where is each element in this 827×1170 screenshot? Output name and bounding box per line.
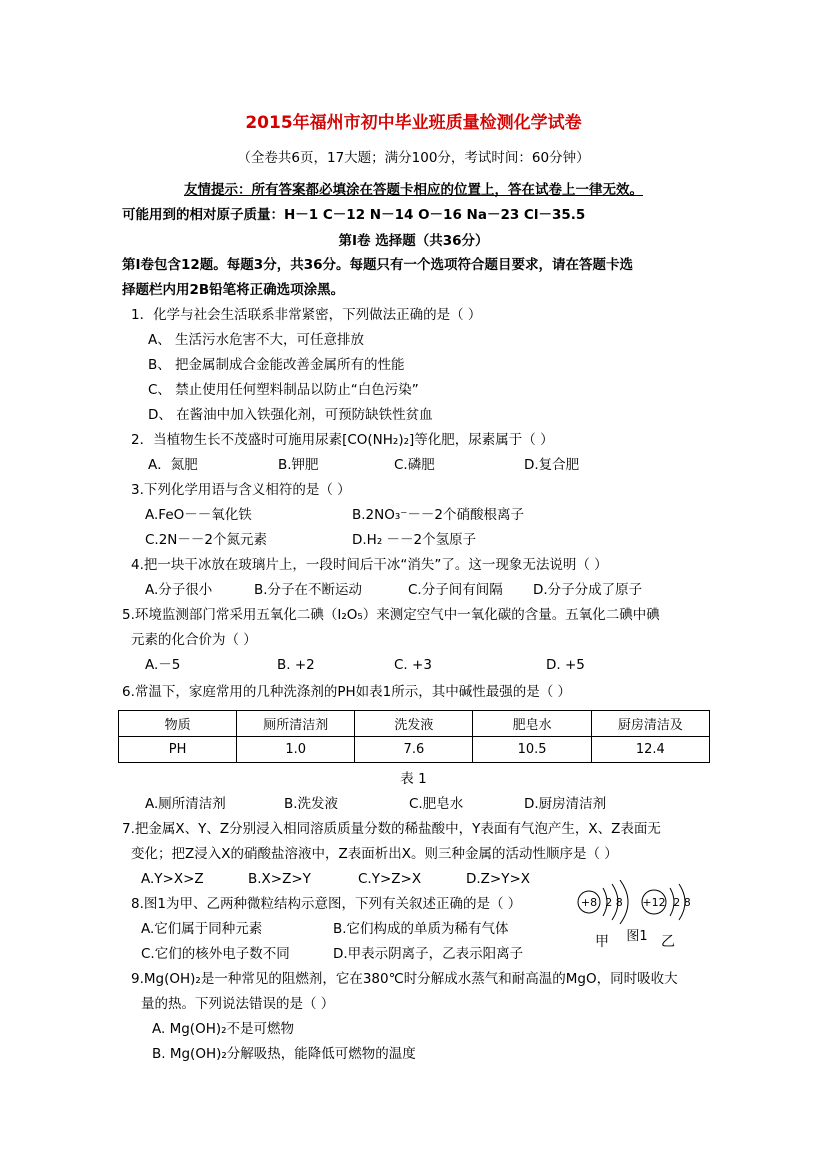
exam-info: （全卷共6页，17大题；满分100分，考试时间：60分钟） — [237, 150, 590, 166]
table-cell: 1.0 — [237, 737, 355, 763]
electron-counts: 2 8 — [605, 896, 623, 909]
table-header-cell: 物质 — [119, 711, 237, 737]
q3-option-d: D.H₂ －－2个氢原子 — [352, 532, 477, 548]
q1-option-a: A、 生活污水危害不大，可任意排放 — [148, 332, 365, 348]
q5-option-b: B. +2 — [277, 657, 315, 673]
ph-table-header-row — [119, 711, 710, 737]
table-cell: 12.4 — [591, 737, 709, 763]
q8-option-a: A.它们属于同种元素 — [141, 921, 263, 937]
nucleus-charge: +12 — [642, 896, 666, 909]
q8-stem: 8.图1为甲、乙两种微粒结构示意图，下列有关叙述正确的是（ ） — [131, 896, 522, 912]
atom-jia — [578, 880, 628, 950]
q5-option-c: C. +3 — [394, 657, 432, 673]
q2-option-a: A．氮肥 — [148, 457, 198, 473]
q2-option-b: B.钾肥 — [278, 457, 319, 473]
table-cell: PH — [119, 737, 237, 763]
q6-option-d: D.厨房清洁剂 — [524, 796, 607, 812]
q7-option-a: A.Y>X>Z — [141, 871, 204, 887]
q5-option-d: D. +5 — [546, 657, 585, 673]
section-title: 第Ⅰ卷 选择题（共36分） — [338, 233, 489, 249]
atom-yi — [642, 884, 691, 950]
table-header-cell: 肥皂水 — [473, 711, 591, 737]
figure-caption: 图1 — [626, 929, 648, 944]
q9-option-b: B. Mg(OH)₂分解吸热，能降低可燃物的温度 — [152, 1046, 416, 1062]
section-intro-line2: 择题栏内用2B铅笔将正确选项涂黑。 — [122, 282, 345, 298]
q3-option-b: B.2NO₃⁻－－2个硝酸根离子 — [352, 507, 524, 523]
q5-option-a: A.－5 — [145, 657, 181, 673]
notice: 友情提示：所有答案都必填涂在答题卡相应的位置上，答在试卷上一律无效。 — [184, 182, 643, 198]
q1-option-c: C、 禁止使用任何塑料制品以防止“白色污染” — [148, 382, 419, 398]
q3-option-a: A.FeO－－氧化铁 — [145, 507, 252, 523]
q7-stem-line2: 变化；把Z浸入X的硝酸盐溶液中，Z表面析出X。则三种金属的活动性顺序是（ ） — [131, 846, 618, 862]
q6-option-b: B.洗发液 — [284, 796, 339, 812]
table-header-cell: 厨房清洁及 — [591, 711, 709, 737]
q7-stem-line1: 7.把金属X、Y、Z分别浸入相同溶质质量分数的稀盐酸中，Y表面有气泡产生，X、Z表面无 — [122, 821, 661, 837]
q7-option-b: B.X>Z>Y — [248, 871, 311, 887]
q7-option-c: C.Y>Z>X — [358, 871, 422, 887]
q8-option-c: C.它们的核外电子数不同 — [141, 946, 290, 962]
q1-option-d: D、 在酱油中加入铁强化剂，可预防缺铁性贫血 — [148, 407, 433, 423]
electron-counts: 2 8 — [673, 896, 691, 909]
q4-option-d: D.分子分成了原子 — [533, 582, 643, 598]
q4-option-b: B.分子在不断运动 — [254, 582, 363, 598]
q9-option-a: A. Mg(OH)₂不是可燃物 — [152, 1021, 295, 1037]
q3-stem: 3.下列化学用语与含义相符的是（ ） — [131, 482, 351, 498]
atom-structure-figure — [570, 880, 720, 950]
q4-stem: 4.把一块干冰放在玻璃片上，一段时间后干冰“消失”了。这一现象无法说明（ ） — [131, 557, 608, 573]
ph-table-row — [119, 737, 710, 763]
q8-option-d: D.甲表示阴离子，乙表示阳离子 — [333, 946, 524, 962]
figure-label-yi: 乙 — [661, 934, 675, 950]
table-caption: 表 1 — [400, 771, 427, 787]
q9-stem-line1: 9.Mg(OH)₂是一种常见的阻燃剂，它在380℃时分解成水蒸气和耐高温的MgO，同时吸收大 — [131, 971, 678, 987]
q7-option-d: D.Z>Y>X — [466, 871, 531, 887]
nucleus-charge: +8 — [580, 896, 598, 909]
q1-option-b: B、 把金属制成合金能改善金属所有的性能 — [148, 357, 405, 373]
table-header-cell: 洗发液 — [355, 711, 473, 737]
table-cell: 10.5 — [473, 737, 591, 763]
q3-option-c: C.2N－－2个氮元素 — [145, 532, 267, 548]
q5-stem-line1: 5.环境监测部门常采用五氧化二碘（I₂O₅）来测定空气中一氧化碳的含量。五氧化二碘中碘 — [122, 607, 660, 623]
atomic-masses: 可能用到的相对原子质量：H－1 C－12 N－14 O－16 Na－23 Cl－35.5 — [122, 207, 586, 223]
page-title: 2015年福州市初中毕业班质量检测化学试卷 — [245, 113, 582, 133]
q6-option-c: C.肥皂水 — [409, 796, 464, 812]
q9-stem-line2: 量的热。下列说法错误的是（ ） — [141, 996, 335, 1012]
ph-table — [118, 710, 710, 763]
q5-stem-line2: 元素的化合价为（ ） — [131, 632, 257, 648]
figure-label-jia: 甲 — [595, 934, 609, 950]
q6-option-a: A.厕所清洁剂 — [145, 796, 226, 812]
q2-option-c: C.磷肥 — [394, 457, 435, 473]
q8-option-b: B.它们构成的单质为稀有气体 — [333, 921, 509, 937]
table-cell: 7.6 — [355, 737, 473, 763]
q2-stem: 2．当植物生长不茂盛时可施用尿素[CO(NH₂)₂]等化肥，尿素属于（ ） — [131, 432, 554, 448]
q4-option-a: A.分子很小 — [145, 582, 213, 598]
section-intro-line1: 第Ⅰ卷包含12题。每题3分，共36分。每题只有一个选项符合题目要求，请在答题卡选 — [122, 257, 633, 273]
table-header-cell: 厕所清洁剂 — [237, 711, 355, 737]
q6-stem: 6.常温下，家庭常用的几种洗涤剂的PH如表1所示，其中碱性最强的是（ ） — [122, 684, 572, 700]
q4-option-c: C.分子间有间隔 — [408, 582, 503, 598]
q2-option-d: D.复合肥 — [524, 457, 580, 473]
q1-stem: 1．化学与社会生活联系非常紧密，下列做法正确的是（ ） — [131, 307, 482, 323]
